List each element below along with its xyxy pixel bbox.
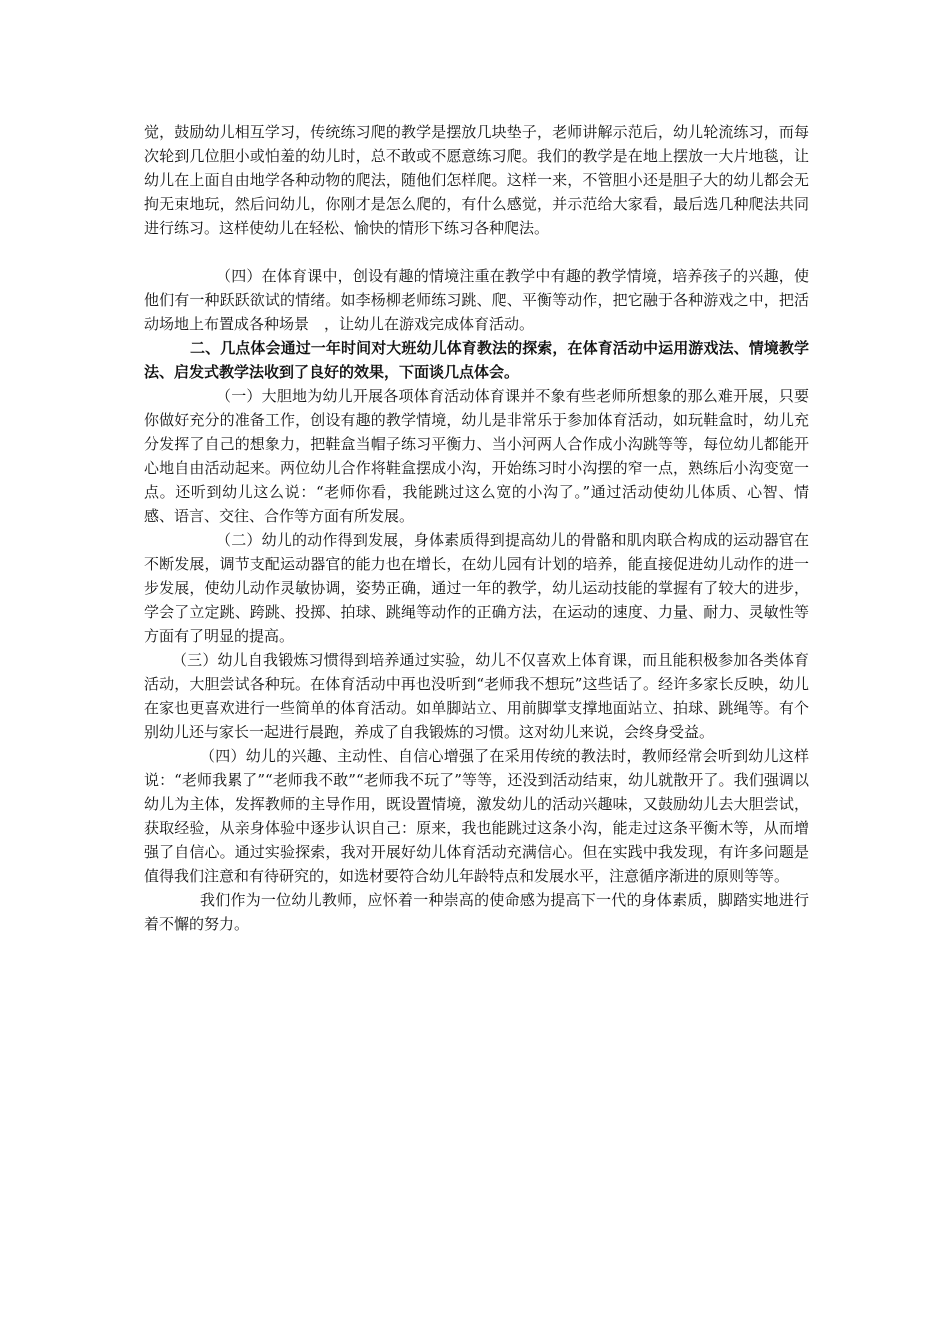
paragraph-experience-three: （三）幼儿自我锻炼习惯得到培养通过实验，幼儿不仅喜欢上体育课，而且能积极参加各类体育活动，大胆尝试各种玩。在体育活动中再也没听到“老师我不想玩”这些话了。经许多家长反映，幼儿在家也更喜欢进行一些简单的体育活动。如单脚站立、用前脚掌支撑地面站立、拍球、跳绳等。有个别幼儿还与家长一起进行晨跑，养成了自我锻炼的习惯。这对幼儿来说，会终身受益。 bbox=[144, 651, 809, 741]
heading-section-two-experience: 二、几点体会通过一年时间对大班幼儿体育教法的探索，在体育活动中运用游戏法、情境教学法、启发式教学法收到了良好的效果，下面谈几点体会。 bbox=[144, 339, 809, 381]
paragraph-experience-one: （一）大胆地为幼儿开展各项体育活动体育课并不象有些老师所想象的那么难开展，只要你做好充分的准备工作，创设有趣的教学情境，幼儿是非常乐于参加体育活动，如玩鞋盒时，幼儿充分发挥了自己的想象力，把鞋盒当帽子练习平衡力、当小河两人合作成小沟跳等等，每位幼儿都能开心地自由活动起来。两位幼儿合作将鞋盒摆成小沟，开始练习时小沟摆的窄一点，熟练后小沟变宽一点。还听到幼儿这么说：“老师你看，我能跳过这么宽的小沟了。”通过活动使幼儿体质、心智、情感、语言、交往、合作等方面有所发展。 bbox=[144, 387, 809, 525]
paragraph-section-four-situation: （四）在体育课中，创设有趣的情境注重在教学中有趣的教学情境，培养孩子的兴趣，使他们有一种跃跃欲试的情绪。如李杨柳老师练习跳、爬、平衡等动作，把它融于各种游戏之中，把活动场地上布置成各种场景 ，让幼儿在游戏完成体育活动。 bbox=[144, 267, 809, 333]
paragraph-crawling-practice: 觉，鼓励幼儿相互学习，传统练习爬的教学是摆放几块垫子，老师讲解示范后，幼儿轮流练习，而每次轮到几位胆小或怕羞的幼儿时，总不敢或不愿意练习爬。我们的教学是在地上摆放一大片地毯，让幼儿在上面自由地学各种动物的爬法，随他们怎样爬。这样一来，不管胆小还是胆子大的幼儿都会无拘无束地玩，然后问幼儿，你刚才是怎么爬的，有什么感觉，并示范给大家看，最后选几种爬法共同进行练习。这样使幼儿在轻松、愉快的情形下练习各种爬法。 bbox=[144, 123, 809, 237]
paragraph-conclusion: 我们作为一位幼儿教师，应怀着一种崇高的使命感为提高下一代的身体素质，脚踏实地进行着不懈的努力。 bbox=[144, 891, 809, 933]
paragraph-experience-two: （二）幼儿的动作得到发展，身体素质得到提高幼儿的骨骼和肌肉联合构成的运动器官在不断发展，调节支配运动器官的能力也在增长，在幼儿园有计划的培养，能直接促进幼儿动作的进一步发展，使幼儿动作灵敏协调，姿势正确，通过一年的教学，幼儿运动技能的掌握有了较大的进步，学会了立定跳、跨跳、投掷、拍球、跳绳等动作的正确方法，在运动的速度、力量、耐力、灵敏性等方面有了明显的提高。 bbox=[144, 531, 809, 645]
document-body bbox=[144, 120, 809, 936]
paragraph-experience-four: （四）幼儿的兴趣、主动性、自信心增强了在采用传统的教法时，教师经常会听到幼儿这样说：“老师我累了”“老师我不敢”“老师我不玩了”等等，还没到活动结束，幼儿就散开了。我们强调以幼儿为主体，发挥教师的主导作用，既设置情境，激发幼儿的活动兴趣味，又鼓励幼儿去大胆尝试，获取经验，从亲身体验中逐步认识自己：原来，我也能跳过这条小沟，能走过这条平衡木等，从而增强了自信心。通过实验探索，我对开展好幼儿体育活动充满信心。但在实践中我发现，有许多问题是值得我们注意和有待研究的，如选材要符合幼儿年龄特点和发展水平，注意循序渐进的原则等等。 bbox=[144, 747, 809, 885]
